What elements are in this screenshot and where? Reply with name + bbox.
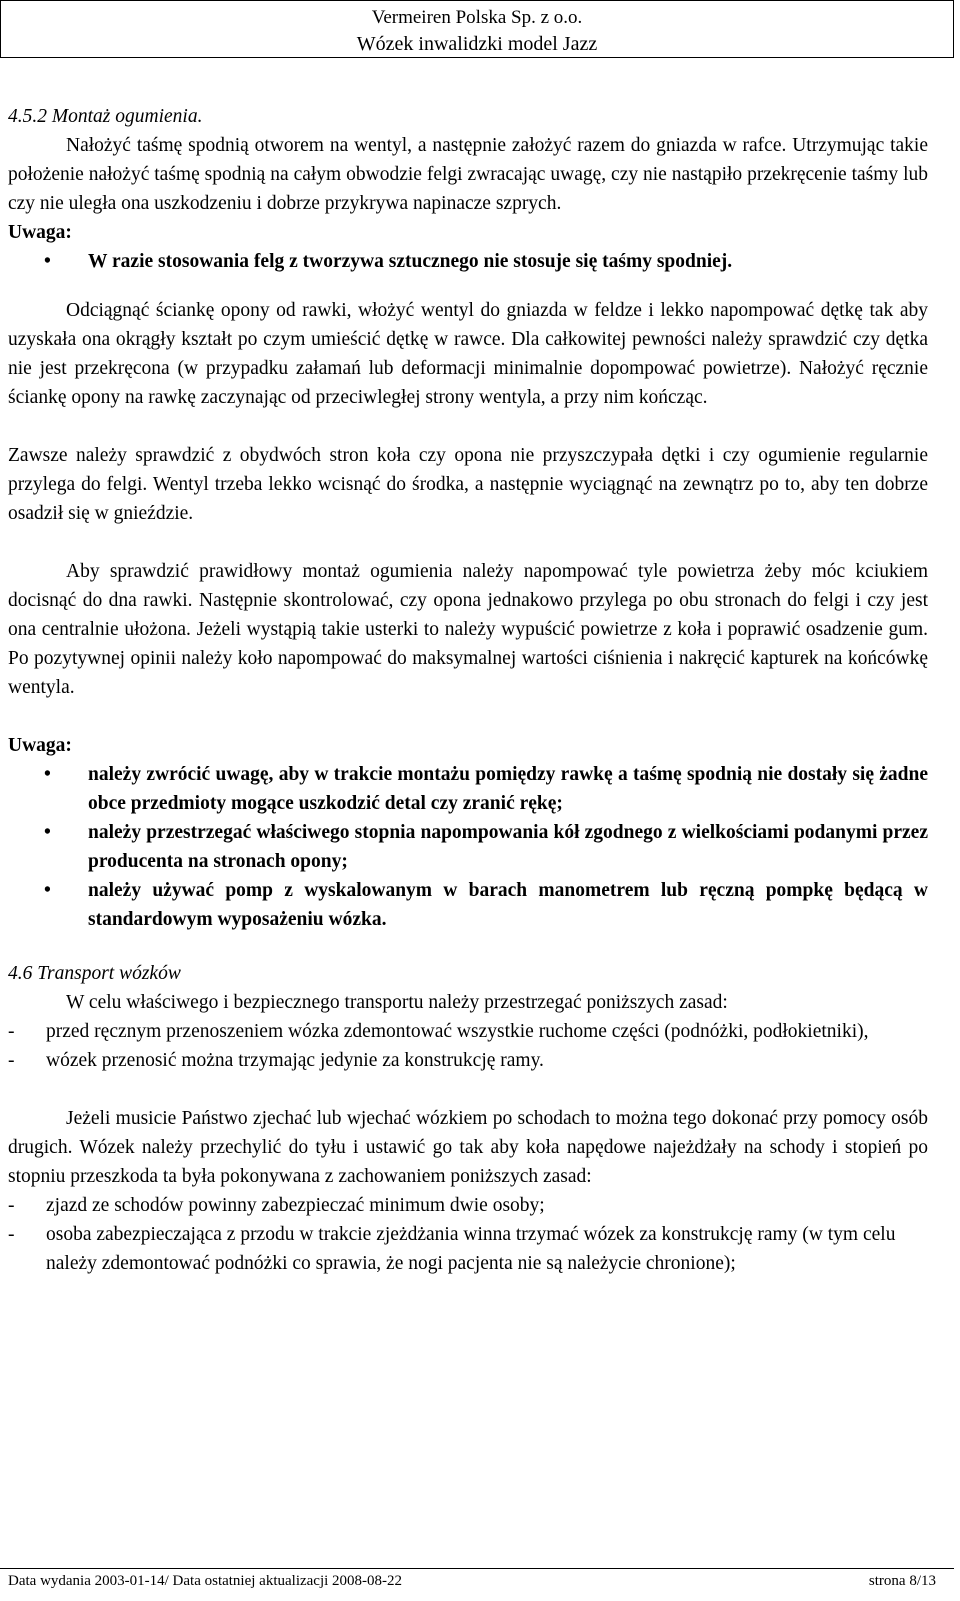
list-item [8,1017,928,1046]
list-item-text: osoba zabezpieczająca z przodu w trakcie zjeżdżania winna trzymać wózek za konstrukcję ramy (w tym celu należy zdemontować podnóżki co sprawia, że nogi pacjenta nie są należycie chronione); [46,1224,896,1274]
footer-dates: Data wydania 2003-01-14/ Data ostatniej aktualizacji 2008-08-22 [8,1573,403,1589]
note-item [8,818,928,876]
page-header [0,0,954,58]
list-item [8,1191,928,1220]
product-name: Wózek inwalidzki model Jazz [356,33,598,55]
page-number: strona 8/13 [868,1573,936,1589]
note-label: Uwaga: [8,735,72,756]
list-item-text: wózek przenosić można trzymając jedynie za konstrukcję ramy. [46,1050,544,1071]
list-item-text: zjazd ze schodów powinny zabezpieczać minimum dwie osoby; [46,1195,545,1216]
list-item [8,1046,928,1075]
dash-marker: - [8,1021,15,1042]
paragraph-check: Zawsze należy sprawdzić z obydwóch stron koła czy opona nie przyszczypała dętki i czy ogumienie regularnie przylega do felgi. Wentyl trzeba lekko wcisnąć do środka, a następnie wyciągnąć na zewnątrz po to, aby ten dobrze osadził się w gnieździe. [8,445,928,524]
footer-rule [0,1568,954,1569]
note-item [8,247,928,276]
note-label: Uwaga: [8,222,72,243]
bullet-icon: • [44,822,51,843]
page-footer [8,1572,936,1590]
note-text: W razie stosowania felg z tworzywa sztucznego nie stosuje się taśmy spodniej. [88,251,733,272]
note-text: należy zwrócić uwagę, aby w trakcie montażu pomiędzy rawkę a taśmę spodnią nie dostały się żadne obce przedmioty mogące uszkodzić detal czy zranić rękę; [88,764,928,814]
note-item [8,876,928,934]
paragraph-inflate: Aby sprawdzić prawidłowy montaż ogumienia należy napompować tyle powietrza żeby móc kciukiem docisnąć do dna rawki. Następnie skontrolować, czy opona jednakowo przylega po obu stronach do felgi i czy jest ona centralnie ułożona. Jeżeli wystąpią takie usterki to należy wypuścić powietrze z koła i poprawić osadzenie gum. Po pozytywnej opinii należy koło napompować do maksymalnej wartości ciśnienia i nakręcić kapturek na końcówkę wentyla. [8,561,928,698]
bullet-icon: • [44,880,51,901]
company-name: Vermeiren Polska Sp. z o.o. [371,7,583,28]
paragraph-stairs: Jeżeli musicie Państwo zjechać lub wjechać wózkiem po schodach to można tego dokonać przy pomocy osób drugich. Wózek należy przechylić do tyłu i ustawić go tak aby koła napędowe najeżdżały na schody i stopień po stopniu przeszkoda ta była pokonywana z zachowaniem poniższych zasad: [8,1108,928,1187]
bullet-icon: • [44,251,51,272]
dash-marker: - [8,1195,15,1216]
section-heading-46: 4.6 Transport wózków [8,963,181,984]
section-heading-452: 4.5.2 Montaż ogumienia. [8,106,203,127]
note-text: należy przestrzegać właściwego stopnia napompowania kół zgodnego z wielkościami podanymi przez producenta na stronach opony; [88,822,928,872]
note-text: należy używać pomp z wyskalowanym w barach manometrem lub ręczną pompkę będącą w standardowym wyposażeniu wózka. [88,880,928,930]
list-item-text: przed ręcznym przenoszeniem wózka zdemontować wszystkie ruchome części (podnóżki, podłokietniki), [46,1021,869,1042]
dash-marker: - [8,1224,15,1245]
note-item [8,760,928,818]
paragraph-tape: Nałożyć taśmę spodnią otworem na wentyl, a następnie założyć razem do gniazda w rafce. Utrzymując takie położenie nałożyć taśmę spodnią na całym obwodzie felgi zwracając uwagę, czy nie nastąpiło przekręcenie taśmy lub czy nie uległa ona uszkodzeniu i dobrze przykrywa napinacze szprych. [8,135,928,214]
bullet-icon: • [44,764,51,785]
paragraph-tube: Odciągnąć ściankę opony od rawki, włożyć wentyl do gniazda w feldze i lekko napompować dętkę tak aby uzyskała ona okrągły kształt po czym umieścić dętkę w rawce. Dla całkowitej pewności należy sprawdzić czy dętka nie jest przekręcona (w przypadku załamań lub deformacji minimalnie dopompować powietrze). Nałożyć ręcznie ściankę opony na rawkę zaczynając od przeciwległej strony wentyla, a przy nim kończąc. [8,300,928,408]
list-item [8,1220,928,1278]
document-body [8,102,928,1278]
paragraph-transport-intro: W celu właściwego i bezpiecznego transportu należy przestrzegać poniższych zasad: [66,992,728,1013]
dash-marker: - [8,1050,15,1071]
